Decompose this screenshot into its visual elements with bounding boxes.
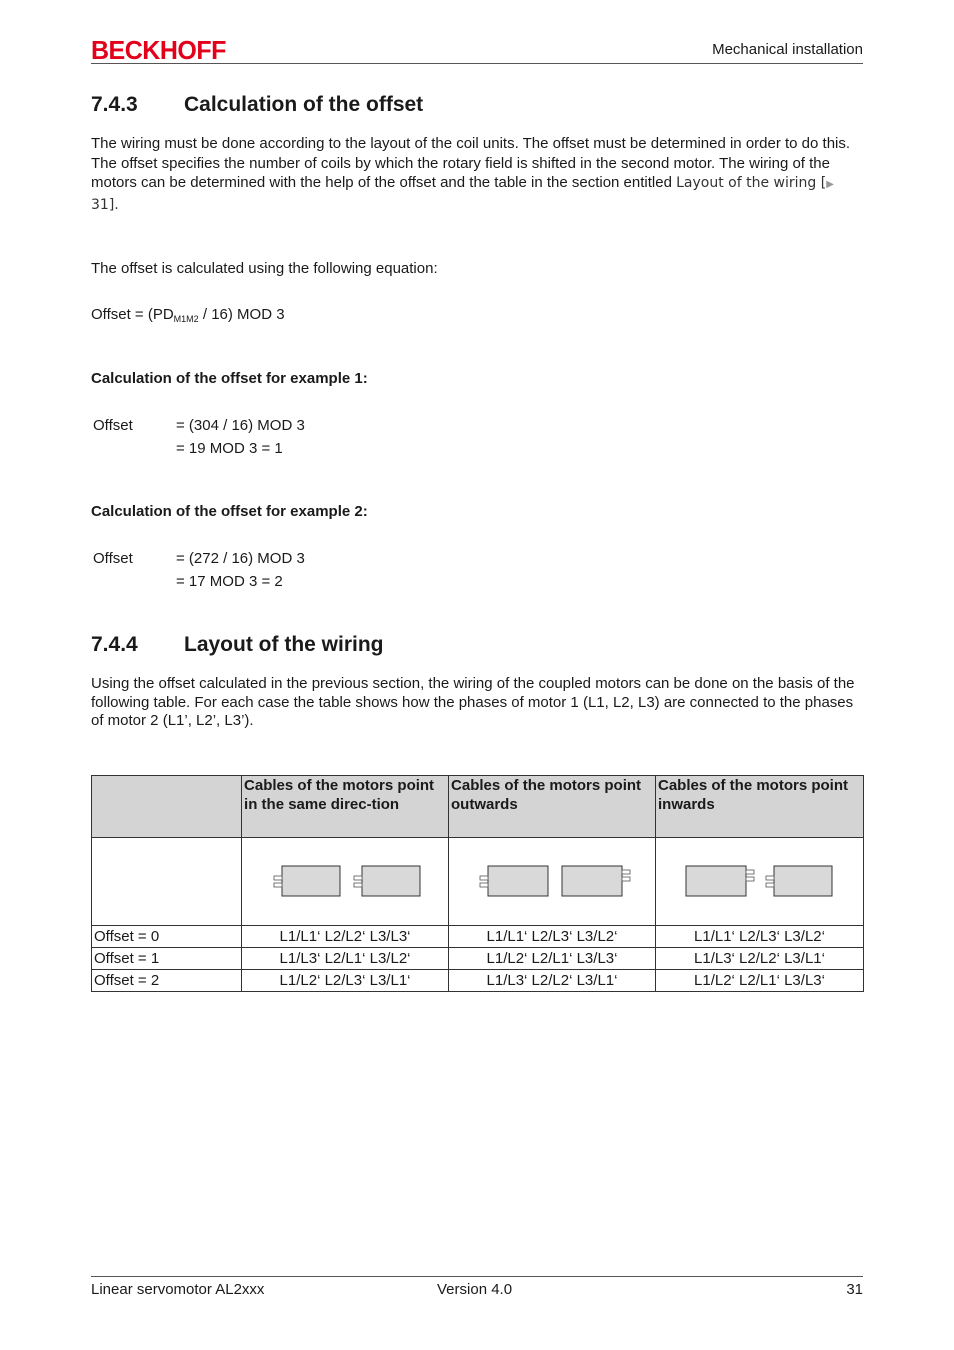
empty-cell bbox=[92, 838, 242, 926]
table-cell: L1/L2‘ L2/L1‘ L3/L3‘ bbox=[449, 948, 656, 970]
diagram-outwards bbox=[449, 838, 656, 926]
intro-paragraph bbox=[91, 134, 863, 215]
heading-title: Layout of the wiring bbox=[184, 633, 384, 656]
table-header-cell: Cables of the motors point outwards bbox=[449, 776, 656, 838]
header-divider bbox=[91, 63, 863, 64]
beckhoff-logo: BECKHOFF bbox=[91, 36, 226, 66]
heading-number: 7.4.3 bbox=[91, 93, 138, 116]
equation-intro: The offset is calculated using the following equation: bbox=[91, 260, 438, 277]
footer-divider bbox=[91, 1276, 863, 1277]
footer-page-number: 31 bbox=[846, 1281, 863, 1298]
table-cell: L1/L3‘ L2/L2‘ L3/L1‘ bbox=[655, 948, 863, 970]
table-header-row bbox=[92, 776, 864, 838]
motor-diagram-outwards bbox=[452, 860, 652, 900]
example2-title: Calculation of the offset for example 2: bbox=[91, 503, 368, 520]
table-cell-offset: Offset = 0 bbox=[92, 926, 242, 948]
page-arrow-icon: ▶ bbox=[826, 179, 834, 190]
table-cell-offset: Offset = 2 bbox=[92, 970, 242, 992]
formula-subscript: M1M2 bbox=[173, 314, 199, 324]
diagram-inwards bbox=[655, 838, 863, 926]
header-section-title: Mechanical installation bbox=[712, 41, 863, 58]
motor-diagram-same-direction bbox=[245, 860, 445, 900]
table-cell: L1/L1‘ L2/L3‘ L3/L2‘ bbox=[655, 926, 863, 948]
link-text[interactable]: Layout of the wiring bbox=[676, 175, 817, 191]
heading-number: 7.4.4 bbox=[91, 633, 138, 656]
footer-version: Version 4.0 bbox=[437, 1281, 513, 1298]
table-cell: L1/L1‘ L2/L3‘ L3/L2‘ bbox=[449, 926, 656, 948]
table-cell: L1/L1‘ L2/L2‘ L3/L3‘ bbox=[242, 926, 449, 948]
link-close: ]. bbox=[108, 196, 119, 213]
link-open: [ bbox=[820, 175, 827, 191]
table-header-cell bbox=[92, 776, 242, 838]
table-cell: L1/L2‘ L2/L3‘ L3/L1‘ bbox=[242, 970, 449, 992]
heading-calculation-offset bbox=[91, 93, 423, 117]
footer-product: Linear servomotor AL2xxx bbox=[91, 1281, 265, 1298]
example1-title: Calculation of the offset for example 1: bbox=[91, 370, 368, 387]
example1-line2: = 19 MOD 3 = 1 bbox=[176, 440, 283, 457]
example2-label: Offset bbox=[93, 550, 133, 567]
table-cell: L1/L3‘ L2/L2‘ L3/L1‘ bbox=[449, 970, 656, 992]
table-diagram-row bbox=[92, 838, 864, 926]
table-header-cell: Cables of the motors point in the same direc-tion bbox=[242, 776, 449, 838]
heading-layout-wiring bbox=[91, 633, 384, 657]
diagram-same-direction bbox=[242, 838, 449, 926]
intro-text: The wiring must be done according to the layout of the coil units. The offset must be determined in order to do this. The offset specifies the number of coils by which the rotary field is shifted in the second motor. The wiring of the motors can be determined with the help of the offset and the table in the section entitled bbox=[91, 135, 851, 191]
table-cell: L1/L2‘ L2/L1‘ L3/L3‘ bbox=[655, 970, 863, 992]
example2-line1: = (272 / 16) MOD 3 bbox=[176, 550, 305, 567]
layout-intro: Using the offset calculated in the previous section, the wiring of the coupled motors can be done on the basis of the following table. For each case the table shows how the phases of motor 1 (L1, L2, L3) are connected to the phases of motor 2 (L1’, L2’, L3’). bbox=[91, 675, 855, 729]
table-row bbox=[92, 970, 864, 992]
table-row bbox=[92, 926, 864, 948]
example1-label: Offset bbox=[93, 417, 133, 434]
formula-pre: Offset = (PD bbox=[91, 306, 174, 323]
table-row bbox=[92, 948, 864, 970]
heading-title: Calculation of the offset bbox=[184, 93, 424, 116]
link-page[interactable]: 31 bbox=[91, 196, 109, 213]
table-cell-offset: Offset = 1 bbox=[92, 948, 242, 970]
offset-formula bbox=[91, 305, 863, 330]
example1-line1: = (304 / 16) MOD 3 bbox=[176, 417, 305, 434]
motor-diagram-inwards bbox=[659, 860, 859, 900]
table-header-cell: Cables of the motors point inwards bbox=[655, 776, 863, 838]
example2-line2: = 17 MOD 3 = 2 bbox=[176, 573, 283, 590]
table-cell: L1/L3‘ L2/L1‘ L3/L2‘ bbox=[242, 948, 449, 970]
formula-post: / 16) MOD 3 bbox=[198, 306, 285, 323]
wiring-table bbox=[91, 775, 864, 992]
